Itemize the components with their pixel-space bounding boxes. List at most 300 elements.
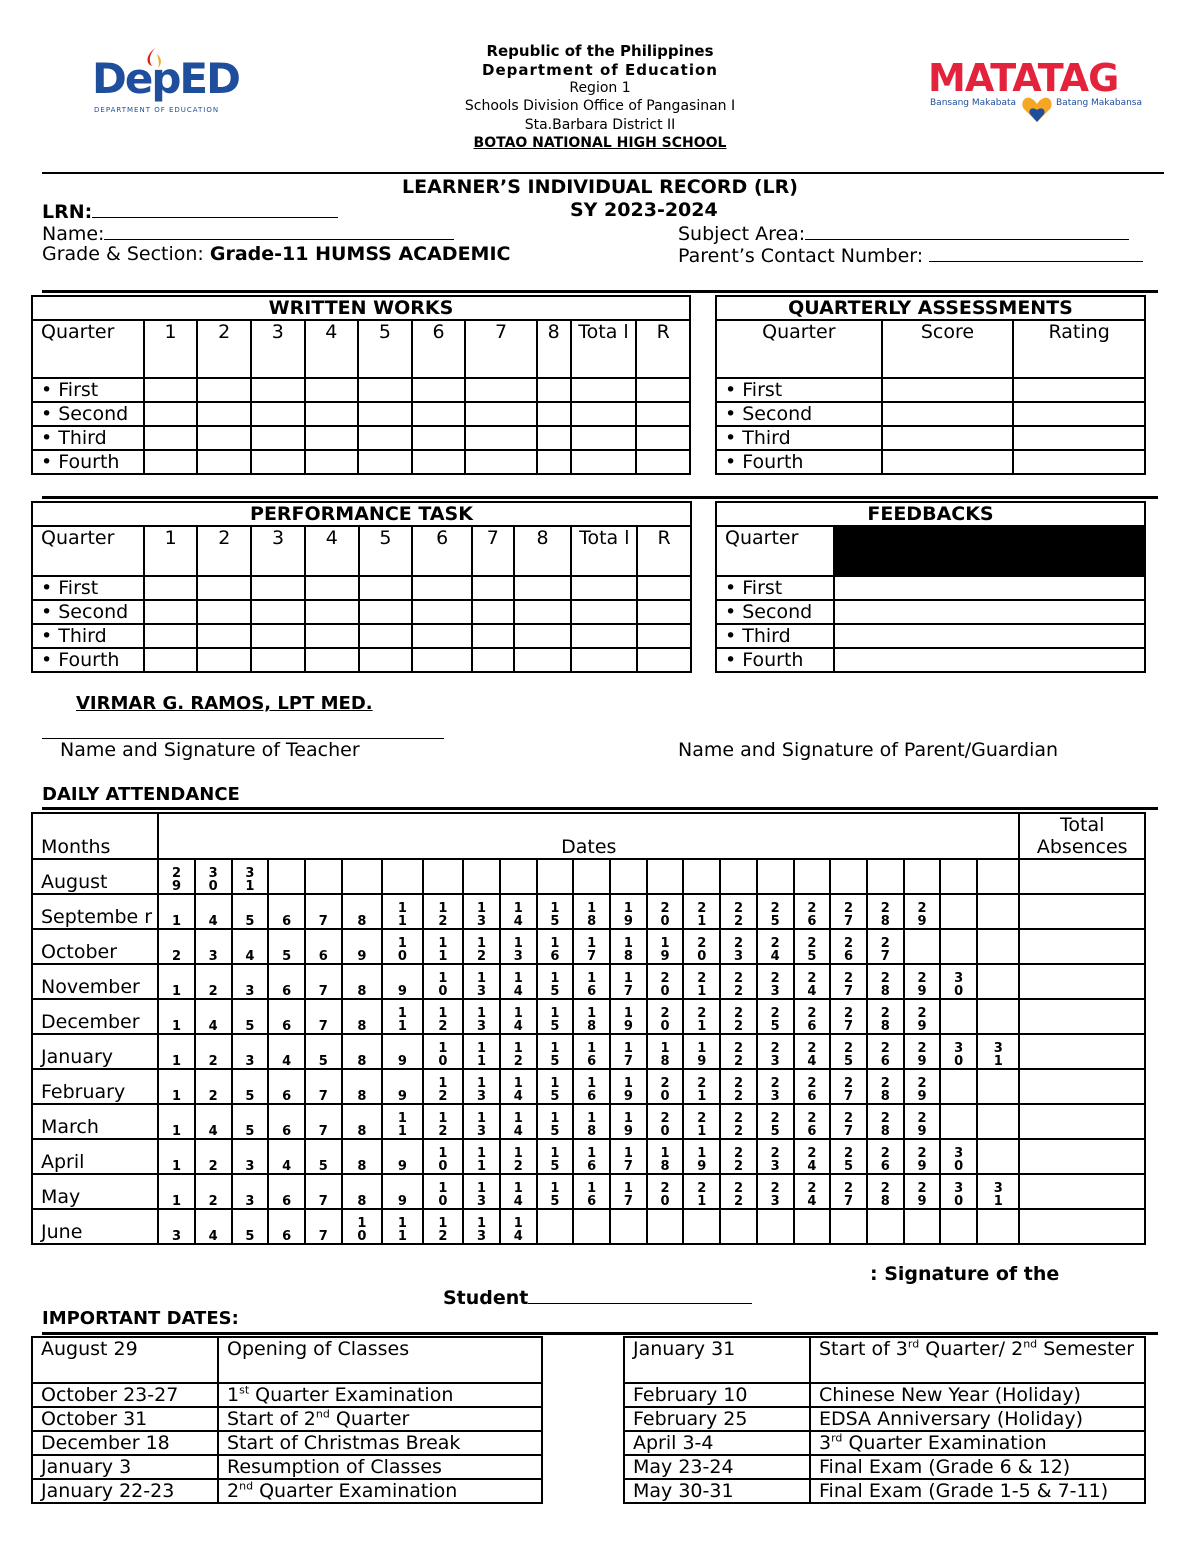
date-cell[interactable] <box>463 859 500 894</box>
date-cell[interactable]: 1 1 <box>423 929 464 964</box>
date-cell[interactable] <box>647 859 684 894</box>
date-cell[interactable]: 2 2 <box>720 999 757 1034</box>
date-cell[interactable]: 2 6 <box>867 1139 904 1174</box>
date-cell[interactable]: 1 3 <box>463 964 500 999</box>
date-cell[interactable]: 1 1 <box>463 1139 500 1174</box>
date-cell[interactable]: 5 <box>232 894 269 929</box>
date-cell[interactable]: 2 4 <box>757 929 794 964</box>
date-cell[interactable]: 3 <box>158 1209 195 1244</box>
date-cell[interactable] <box>342 859 383 894</box>
date-cell[interactable]: 2 9 <box>904 1174 941 1209</box>
date-cell[interactable]: 5 <box>232 1104 269 1139</box>
date-cell[interactable]: 7 <box>305 1069 342 1104</box>
date-cell[interactable] <box>757 1209 794 1244</box>
date-cell[interactable]: 4 <box>232 929 269 964</box>
date-cell[interactable]: 1 9 <box>610 999 647 1034</box>
section-divider-1 <box>42 290 1158 293</box>
total-absences-cell[interactable] <box>1019 1034 1145 1069</box>
total-absences-cell[interactable] <box>1019 1069 1145 1104</box>
date-cell[interactable]: 1 3 <box>463 1069 500 1104</box>
parent-label: Name and Signature of Parent/Guardian <box>678 739 1059 761</box>
date-cell[interactable]: 1 6 <box>537 929 574 964</box>
date-cell[interactable] <box>610 859 647 894</box>
date-cell[interactable] <box>904 1209 941 1244</box>
date-cell[interactable]: 1 <box>158 1034 195 1069</box>
date-cell[interactable]: 1 4 <box>500 1069 537 1104</box>
date-cell[interactable]: 1 5 <box>537 1034 574 1069</box>
date-cell[interactable]: 1 2 <box>423 1069 464 1104</box>
date-cell[interactable]: 1 9 <box>610 1104 647 1139</box>
date-cell[interactable]: 6 <box>268 1209 305 1244</box>
date-cell[interactable] <box>977 929 1019 964</box>
date-cell[interactable]: 2 9 <box>904 1104 941 1139</box>
date-cell[interactable]: 1 3 <box>463 1209 500 1244</box>
date-cell[interactable]: 1 <box>158 1174 195 1209</box>
date-cell[interactable] <box>977 964 1019 999</box>
date-cell[interactable] <box>977 1139 1019 1174</box>
date-cell[interactable]: 2 2 <box>720 964 757 999</box>
date-cell[interactable] <box>720 859 757 894</box>
subject-area-field[interactable]: Subject Area: <box>678 221 1129 245</box>
date-cell[interactable]: 2 7 <box>867 929 904 964</box>
date-cell[interactable]: 2 4 <box>794 1174 831 1209</box>
date-cell[interactable]: 2 8 <box>867 894 904 929</box>
date-cell[interactable]: 2 9 <box>904 999 941 1034</box>
date-cell[interactable]: 2 5 <box>757 894 794 929</box>
total-absences-cell[interactable] <box>1019 999 1145 1034</box>
date-cell[interactable]: 2 8 <box>867 1174 904 1209</box>
date-cell[interactable]: 1 2 <box>423 999 464 1034</box>
date-cell[interactable] <box>757 859 794 894</box>
date-cell[interactable]: 2 <box>195 964 232 999</box>
imp-event: Final Exam (Grade 1-5 & 7-11) <box>810 1479 1145 1503</box>
date-cell[interactable]: 2 1 <box>683 894 720 929</box>
date-cell[interactable]: 8 <box>342 1069 383 1104</box>
date-cell[interactable]: 8 <box>342 1104 383 1139</box>
date-cell[interactable]: 2 0 <box>683 929 720 964</box>
date-cell[interactable]: 1 6 <box>573 1174 610 1209</box>
date-cell[interactable]: 2 2 <box>720 1139 757 1174</box>
date-cell[interactable]: 2 9 <box>904 1069 941 1104</box>
date-cell[interactable]: 1 3 <box>463 1174 500 1209</box>
date-cell[interactable]: 2 0 <box>647 1069 684 1104</box>
imp-event: 2nd Quarter Examination <box>218 1479 542 1503</box>
date-cell[interactable]: 1 2 <box>500 1139 537 1174</box>
date-cell[interactable]: 2 1 <box>683 964 720 999</box>
date-cell[interactable]: 2 7 <box>830 999 867 1034</box>
date-cell[interactable]: 6 <box>268 964 305 999</box>
date-cell[interactable]: 2 2 <box>720 894 757 929</box>
date-cell[interactable]: 1 2 <box>463 929 500 964</box>
date-cell[interactable]: 1 7 <box>610 964 647 999</box>
date-cell[interactable]: 2 6 <box>794 1104 831 1139</box>
date-cell[interactable]: 2 6 <box>867 1034 904 1069</box>
date-cell[interactable] <box>573 1209 610 1244</box>
date-cell[interactable]: 3 <box>232 1139 269 1174</box>
date-cell[interactable]: 4 <box>195 1209 232 1244</box>
date-cell[interactable]: 2 7 <box>830 964 867 999</box>
date-cell[interactable]: 3 1 <box>977 1034 1019 1069</box>
date-cell[interactable]: 1 0 <box>423 1034 464 1069</box>
date-cell[interactable]: 2 8 <box>867 964 904 999</box>
date-cell[interactable]: 1 <box>158 1139 195 1174</box>
date-cell[interactable] <box>537 1209 574 1244</box>
date-cell[interactable] <box>940 1069 977 1104</box>
date-cell[interactable]: 1 0 <box>342 1209 383 1244</box>
dates-header: Dates <box>158 813 1019 859</box>
total-absences-header: Total Absences <box>1019 813 1145 859</box>
imp-event: 1st Quarter Examination <box>218 1383 542 1407</box>
date-cell[interactable]: 2 3 <box>757 1139 794 1174</box>
attendance-row <box>32 1034 1145 1069</box>
date-cell[interactable]: 6 <box>268 1104 305 1139</box>
total-absences-cell[interactable] <box>1019 1174 1145 1209</box>
date-cell[interactable] <box>940 929 977 964</box>
date-cell[interactable]: 1 9 <box>647 929 684 964</box>
date-cell[interactable]: 7 <box>305 894 342 929</box>
date-cell[interactable]: 1 3 <box>463 894 500 929</box>
date-cell[interactable]: 4 <box>268 1034 305 1069</box>
date-cell[interactable]: 9 <box>382 1069 423 1104</box>
date-cell[interactable]: 1 1 <box>382 1209 423 1244</box>
date-cell[interactable] <box>977 1069 1019 1104</box>
date-cell[interactable]: 8 <box>342 1034 383 1069</box>
date-cell[interactable]: 2 7 <box>830 1104 867 1139</box>
date-cell[interactable]: 7 <box>305 1104 342 1139</box>
date-cell[interactable]: 1 6 <box>573 1069 610 1104</box>
date-cell[interactable] <box>977 1209 1019 1244</box>
date-cell[interactable] <box>977 1104 1019 1139</box>
date-cell[interactable] <box>382 859 423 894</box>
date-cell[interactable]: 4 <box>268 1139 305 1174</box>
date-cell[interactable]: 1 7 <box>610 1139 647 1174</box>
date-cell[interactable]: 1 9 <box>610 1069 647 1104</box>
date-cell[interactable] <box>305 859 342 894</box>
date-cell[interactable]: 1 4 <box>500 1104 537 1139</box>
date-cell[interactable]: 1 1 <box>463 1034 500 1069</box>
ww-col-2: 2 <box>197 320 251 378</box>
date-cell[interactable] <box>830 1209 867 1244</box>
date-cell[interactable]: 6 <box>268 894 305 929</box>
fb-quarter-fourth: • Fourth <box>716 648 834 672</box>
date-cell[interactable]: 5 <box>232 1069 269 1104</box>
date-cell[interactable]: 6 <box>268 1069 305 1104</box>
date-cell[interactable]: 1 4 <box>500 1174 537 1209</box>
date-cell[interactable]: 3 <box>232 1174 269 1209</box>
date-cell[interactable] <box>794 1209 831 1244</box>
date-cell[interactable]: 1 9 <box>683 1139 720 1174</box>
date-cell[interactable] <box>977 859 1019 894</box>
date-cell[interactable]: 2 9 <box>904 1034 941 1069</box>
date-cell[interactable]: 1 <box>158 1069 195 1104</box>
date-cell[interactable]: 1 8 <box>573 894 610 929</box>
date-cell[interactable]: 9 <box>342 929 383 964</box>
date-cell[interactable]: 5 <box>232 999 269 1034</box>
date-cell[interactable]: 1 5 <box>537 1104 574 1139</box>
header-line-2: Department of Education <box>482 61 718 79</box>
date-cell[interactable]: 1 <box>158 894 195 929</box>
month-label: November <box>32 964 158 999</box>
date-cell[interactable]: 1 8 <box>573 1104 610 1139</box>
date-cell[interactable]: 3 0 <box>195 859 232 894</box>
date-cell[interactable]: 1 7 <box>610 1174 647 1209</box>
date-cell[interactable]: 2 2 <box>720 1034 757 1069</box>
imp-date: October 23-27 <box>32 1383 218 1407</box>
date-cell[interactable]: 1 4 <box>500 1209 537 1244</box>
date-cell[interactable]: 2 <box>195 1069 232 1104</box>
date-cell[interactable]: 2 4 <box>794 1034 831 1069</box>
date-cell[interactable]: 3 <box>232 1034 269 1069</box>
date-cell[interactable]: 2 4 <box>794 1139 831 1174</box>
date-cell[interactable]: 2 4 <box>794 964 831 999</box>
imp-date: January 31 <box>624 1337 810 1383</box>
date-cell[interactable] <box>610 1209 647 1244</box>
ww-quarter-third: • Third <box>32 426 144 450</box>
date-cell[interactable] <box>683 859 720 894</box>
date-cell[interactable]: 3 1 <box>977 1174 1019 1209</box>
date-cell[interactable]: 2 9 <box>158 859 195 894</box>
date-cell[interactable]: 2 7 <box>830 1174 867 1209</box>
date-cell[interactable]: 9 <box>382 1139 423 1174</box>
date-cell[interactable]: 7 <box>305 1209 342 1244</box>
imp-event: Resumption of Classes <box>218 1455 542 1479</box>
date-cell[interactable] <box>867 1209 904 1244</box>
date-cell[interactable]: 5 <box>305 1034 342 1069</box>
date-cell[interactable]: 1 6 <box>573 1139 610 1174</box>
date-cell[interactable]: 1 7 <box>610 1034 647 1069</box>
date-cell[interactable] <box>647 1209 684 1244</box>
date-cell[interactable] <box>830 859 867 894</box>
date-cell[interactable]: 8 <box>342 1139 383 1174</box>
date-cell[interactable]: 2 5 <box>757 999 794 1034</box>
date-cell[interactable]: 1 9 <box>683 1034 720 1069</box>
date-cell[interactable] <box>423 859 464 894</box>
date-cell[interactable]: 2 0 <box>647 894 684 929</box>
date-cell[interactable]: 1 8 <box>647 1139 684 1174</box>
date-cell[interactable] <box>268 859 305 894</box>
total-absences-cell[interactable] <box>1019 1139 1145 1174</box>
date-cell[interactable]: 2 0 <box>647 1174 684 1209</box>
date-cell[interactable]: 2 1 <box>683 1104 720 1139</box>
pt-quarter-second: • Second <box>32 600 144 624</box>
date-cell[interactable]: 2 2 <box>720 1069 757 1104</box>
date-cell[interactable]: 3 0 <box>940 1034 977 1069</box>
date-cell[interactable]: 1 5 <box>537 1139 574 1174</box>
date-cell[interactable]: 1 1 <box>382 999 423 1034</box>
date-cell[interactable]: 5 <box>232 1209 269 1244</box>
date-cell[interactable]: 1 2 <box>423 1104 464 1139</box>
date-cell[interactable]: 3 0 <box>940 1139 977 1174</box>
name-field[interactable]: Name: <box>42 221 454 245</box>
date-cell[interactable]: 1 5 <box>537 894 574 929</box>
date-cell[interactable]: 6 <box>305 929 342 964</box>
date-cell[interactable]: 1 0 <box>382 929 423 964</box>
date-cell[interactable]: 8 <box>342 1174 383 1209</box>
date-cell[interactable]: 2 2 <box>720 1174 757 1209</box>
grade-section: Grade & Section: Grade-11 HUMSS ACADEMIC <box>42 243 511 265</box>
date-cell[interactable]: 9 <box>382 964 423 999</box>
date-cell[interactable]: 9 <box>382 1034 423 1069</box>
signature-of-label: : Signature of the <box>870 1263 1060 1285</box>
date-cell[interactable] <box>977 894 1019 929</box>
date-cell[interactable]: 1 0 <box>423 1139 464 1174</box>
date-cell[interactable] <box>977 999 1019 1034</box>
date-cell[interactable]: 2 <box>158 929 195 964</box>
date-cell[interactable]: 1 8 <box>610 929 647 964</box>
total-absences-cell[interactable] <box>1019 929 1145 964</box>
date-cell[interactable]: 6 <box>268 999 305 1034</box>
ww-col-total: Tota l <box>571 320 637 378</box>
total-absences-cell[interactable] <box>1019 894 1145 929</box>
date-cell[interactable] <box>867 859 904 894</box>
date-cell[interactable]: 2 0 <box>647 999 684 1034</box>
date-cell[interactable]: 1 5 <box>537 964 574 999</box>
date-cell[interactable] <box>904 859 941 894</box>
date-cell[interactable]: 4 <box>195 999 232 1034</box>
date-cell[interactable] <box>720 1209 757 1244</box>
date-cell[interactable] <box>683 1209 720 1244</box>
date-cell[interactable]: 1 3 <box>500 929 537 964</box>
date-cell[interactable]: 1 4 <box>500 964 537 999</box>
fb-quarter-first: • First <box>716 576 834 600</box>
date-cell[interactable]: 9 <box>382 1174 423 1209</box>
date-cell[interactable] <box>500 859 537 894</box>
date-cell[interactable] <box>940 999 977 1034</box>
date-cell[interactable]: 1 6 <box>573 1034 610 1069</box>
total-absences-cell[interactable] <box>1019 1209 1145 1244</box>
date-cell[interactable]: 1 2 <box>423 1209 464 1244</box>
date-cell[interactable]: 2 5 <box>830 1139 867 1174</box>
date-cell[interactable]: 1 8 <box>647 1034 684 1069</box>
date-cell[interactable]: 5 <box>268 929 305 964</box>
date-cell[interactable]: 8 <box>342 964 383 999</box>
date-cell[interactable]: 2 5 <box>757 1104 794 1139</box>
date-cell[interactable]: 1 1 <box>382 894 423 929</box>
date-cell[interactable]: 1 2 <box>500 1034 537 1069</box>
total-absences-cell[interactable] <box>1019 1104 1145 1139</box>
date-cell[interactable]: 1 5 <box>537 1174 574 1209</box>
date-cell[interactable] <box>940 894 977 929</box>
date-cell[interactable]: 1 8 <box>573 999 610 1034</box>
date-cell[interactable]: 1 2 <box>423 894 464 929</box>
date-cell[interactable]: 2 0 <box>647 964 684 999</box>
date-cell[interactable]: 1 4 <box>500 894 537 929</box>
date-cell[interactable] <box>904 929 941 964</box>
date-cell[interactable]: 2 5 <box>830 1034 867 1069</box>
date-cell[interactable]: 2 6 <box>794 1069 831 1104</box>
date-cell[interactable]: 1 5 <box>537 999 574 1034</box>
attendance-row <box>32 1174 1145 1209</box>
date-cell[interactable]: 2 3 <box>757 964 794 999</box>
date-cell[interactable]: 4 <box>195 1104 232 1139</box>
date-cell[interactable]: 2 5 <box>794 929 831 964</box>
qa-quarter-first: • First <box>716 378 882 402</box>
date-cell[interactable]: 2 8 <box>867 1104 904 1139</box>
date-cell[interactable]: 2 3 <box>720 929 757 964</box>
date-cell[interactable]: 1 6 <box>573 964 610 999</box>
date-cell[interactable]: 2 6 <box>830 929 867 964</box>
date-cell[interactable]: 1 <box>158 999 195 1034</box>
date-cell[interactable]: 4 <box>195 894 232 929</box>
attendance-table <box>31 812 1146 1245</box>
date-cell[interactable]: 2 8 <box>867 999 904 1034</box>
date-cell[interactable]: 2 1 <box>683 999 720 1034</box>
date-cell[interactable]: 2 9 <box>904 894 941 929</box>
parent-contact-field[interactable]: Parent’s Contact Number: <box>678 243 1143 267</box>
date-cell[interactable]: 2 1 <box>683 1069 720 1104</box>
date-cell[interactable]: 7 <box>305 964 342 999</box>
date-cell[interactable]: 5 <box>305 1139 342 1174</box>
date-cell[interactable]: 7 <box>305 1174 342 1209</box>
month-label: Septembe r <box>32 894 158 929</box>
date-cell[interactable]: 3 0 <box>940 964 977 999</box>
date-cell[interactable]: 1 0 <box>423 1174 464 1209</box>
date-cell[interactable]: 2 <box>195 1034 232 1069</box>
date-cell[interactable] <box>940 859 977 894</box>
record-title: LEARNER’S INDIVIDUAL RECORD (LR) <box>402 176 798 198</box>
date-cell[interactable]: 1 3 <box>463 999 500 1034</box>
date-cell[interactable]: 2 3 <box>757 1069 794 1104</box>
date-cell[interactable]: 1 <box>158 964 195 999</box>
date-cell[interactable]: 2 <box>195 1139 232 1174</box>
date-cell[interactable]: 2 9 <box>904 964 941 999</box>
date-cell[interactable]: 2 7 <box>830 894 867 929</box>
date-cell[interactable]: 3 1 <box>232 859 269 894</box>
date-cell[interactable]: 2 1 <box>683 1174 720 1209</box>
header-line-1: Republic of the Philippines <box>486 42 714 60</box>
date-cell[interactable]: 2 8 <box>867 1069 904 1104</box>
date-cell[interactable] <box>573 859 610 894</box>
date-cell[interactable]: 2 2 <box>720 1104 757 1139</box>
date-cell[interactable]: 2 6 <box>794 999 831 1034</box>
lrn-label: LRN: <box>42 199 338 223</box>
date-cell[interactable]: 1 9 <box>610 894 647 929</box>
date-cell[interactable] <box>537 859 574 894</box>
date-cell[interactable]: 8 <box>342 894 383 929</box>
date-cell[interactable]: 2 7 <box>830 1069 867 1104</box>
total-absences-cell[interactable] <box>1019 859 1145 894</box>
date-cell[interactable]: 2 <box>195 1174 232 1209</box>
date-cell[interactable]: 2 6 <box>794 894 831 929</box>
table-row <box>716 576 1145 600</box>
total-absences-cell[interactable] <box>1019 964 1145 999</box>
date-cell[interactable]: 2 3 <box>757 1034 794 1069</box>
date-cell[interactable]: 1 <box>158 1104 195 1139</box>
date-cell[interactable]: 1 5 <box>537 1069 574 1104</box>
list-item <box>32 1337 542 1383</box>
date-cell[interactable]: 3 <box>232 964 269 999</box>
date-cell[interactable]: 8 <box>342 999 383 1034</box>
date-cell[interactable]: 7 <box>305 999 342 1034</box>
date-cell[interactable] <box>794 859 831 894</box>
date-cell[interactable]: 6 <box>268 1174 305 1209</box>
imp-date: January 3 <box>32 1455 218 1479</box>
date-cell[interactable] <box>940 1104 977 1139</box>
table-row <box>32 648 691 672</box>
date-cell[interactable]: 1 7 <box>573 929 610 964</box>
date-cell[interactable]: 2 9 <box>904 1139 941 1174</box>
student-signature[interactable]: Student <box>443 1285 752 1309</box>
date-cell[interactable]: 1 0 <box>423 964 464 999</box>
date-cell[interactable]: 1 1 <box>382 1104 423 1139</box>
date-cell[interactable]: 3 0 <box>940 1174 977 1209</box>
date-cell[interactable] <box>940 1209 977 1244</box>
date-cell[interactable]: 2 0 <box>647 1104 684 1139</box>
date-cell[interactable]: 2 3 <box>757 1174 794 1209</box>
date-cell[interactable]: 1 3 <box>463 1104 500 1139</box>
date-cell[interactable]: 3 <box>195 929 232 964</box>
date-cell[interactable]: 1 4 <box>500 999 537 1034</box>
